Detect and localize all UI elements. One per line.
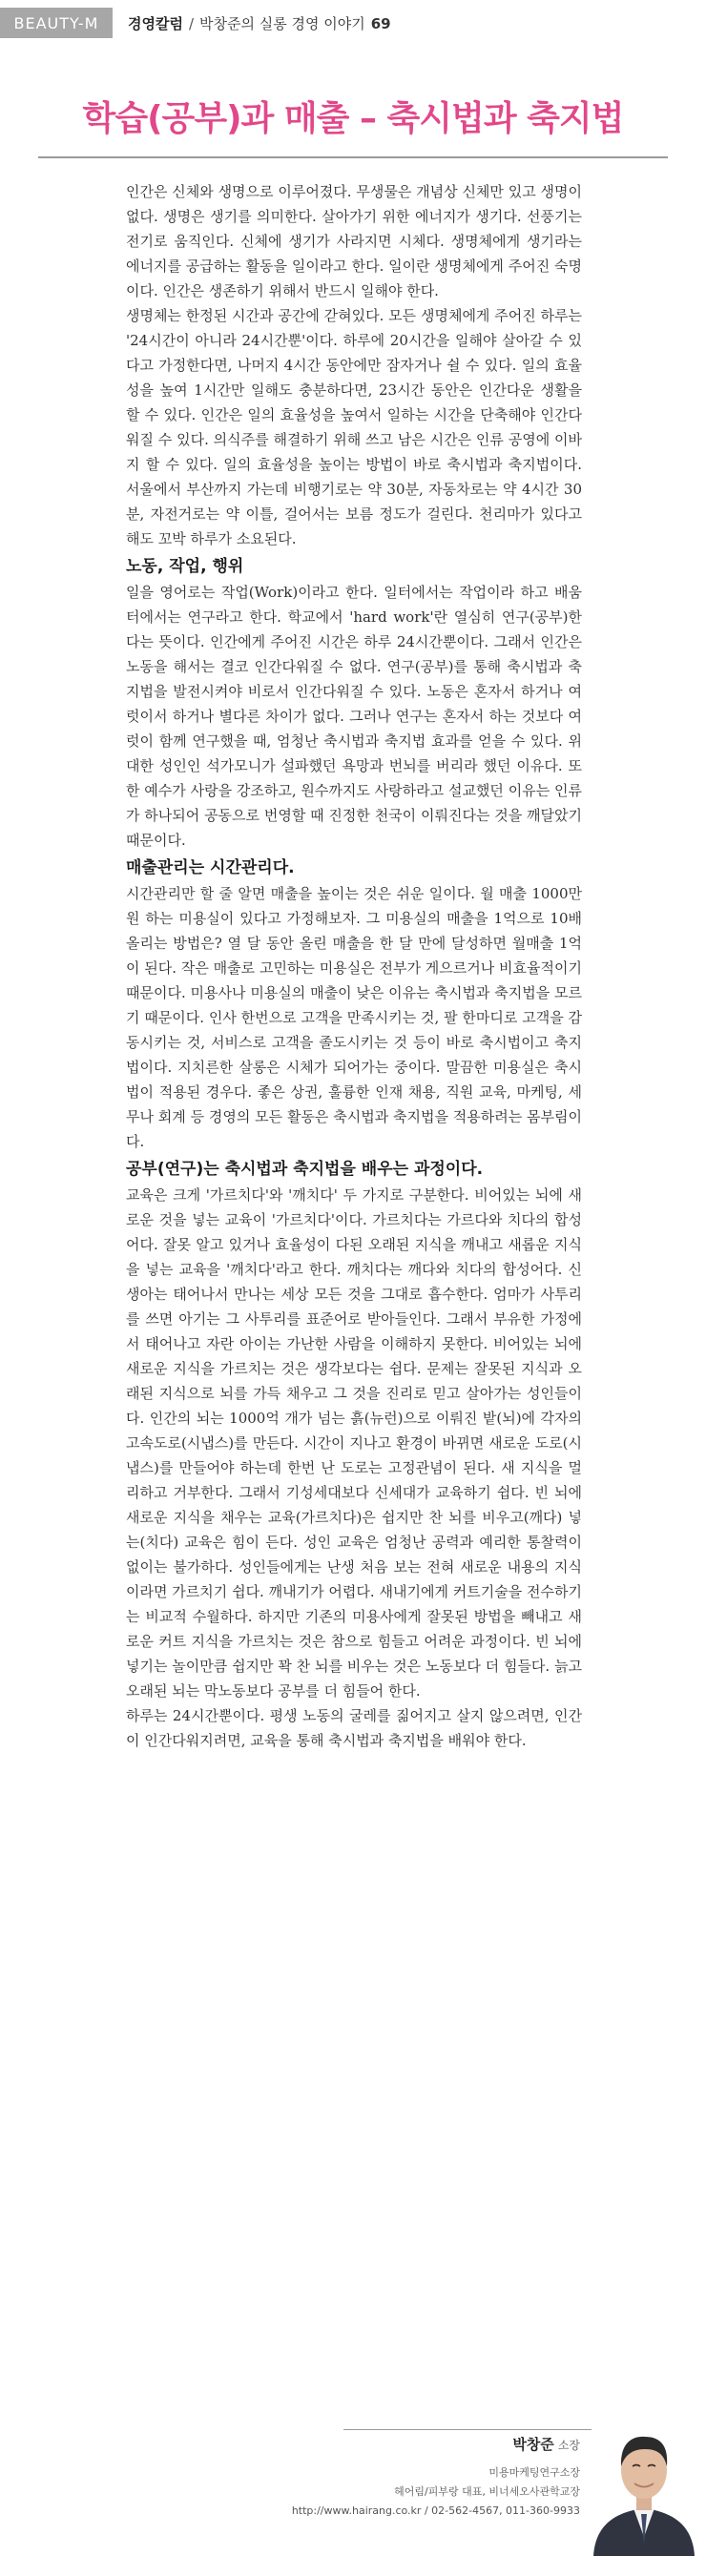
page-number: 69 — [370, 14, 391, 32]
breadcrumb — [128, 13, 391, 33]
section-tag: BEAUTY-M — [0, 8, 113, 38]
section-2-paragraph-1: 시간관리만 할 줄 알면 매출을 높이는 것은 쉬운 일이다. 월 매출 1000만원 하는 미용실이 있다고 가정해보자. 그 미용실의 매출을 1억으로 10배 올리는 방법은? 열 달 동안 올린 매출을 한 달 만에 달성하면 월매출 1억이 된다. 작은 매출로 고민하는 미용실은 전부가 게으르거나 비효율적이기 때문이다. 미용사나 미용실의 매출이 낮은 이유는 축시법과 축지법을 모르기 때문이다. 인사 한번으로 고객을 만족시키는 것, 팔 한마디로 고객을 감동시키는 것, 서비스로 고객을 졸도시키는 것 등이 바로 축시법이고 축지법이다. 지치른한 살롱은 시체가 되어가는 중이다. 말끔한 미용실은 축시법이 적용된 경우다. 좋은 상권, 훌륭한 인재 채용, 직원 교육, 마케팅, 세무나 회계 등 경영의 모든 활동은 축시법과 축지법을 적용하려는 몸부림이다. — [126, 885, 582, 1150]
breadcrumb-separator: / — [188, 14, 195, 32]
section-3-paragraph-1: 교육은 크게 '가르치다'와 '깨치다' 두 가지로 구분한다. 비어있는 뇌에 새로운 것을 넣는 교육이 '가르치다'이다. 가르치다는 가르다와 치다의 합성어다. 잘못 알고 있거나 효율성이 다된 오래된 지식을 깨내고 새롭운 지식을 넣는 교육을 '깨치다'라고 한다. 깨치다는 깨다와 치다의 합성어다. 신생아는 태어나서 만나는 세상 모든 것을 그대로 흡수한다. 엄마가 사투리를 쓰면 아기는 그 사투리를 표준어로 받아들인다. 그래서 부유한 가정에서 태어나고 자란 아이는 가난한 사람을 이해하지 못한다. 비어있는 뇌에 새로운 지식을 가르치는 것은 생각보다는 쉽다. 문제는 잘못된 지식과 오래된 지식으로 뇌를 가득 채우고 그 것을 진리로 믿고 살아가는 성인들이다. 인간의 뇌는 1000억 개가 넘는 흙(뉴런)으로 이뤄진 밭(뇌)에 각자의 고속도로(시냅스)를 만든다. 시간이 지나고 환경이 바뀌면 새로운 도로(시냅스)를 만들어야 하는데 한번 난 도로는 고정관념이 된다. 새 지식을 멀리하고 거부한다. 그래서 기성세대보다 신세대가 교육하기 쉽다. 빈 뇌에 새로운 지식을 채우는 교육(가르치다)은 쉽지만 찬 뇌를 비우고(깨다) 넣는(치다) 교육은 힘이 든다. 성인 교육은 엄청난 공력과 예리한 통찰력이 없이는 불가하다. 성인들에게는 난생 처음 보는 전혀 새로운 내용의 지식이라면 가르치기 쉽다. 깨내기가 어렵다. 새내기에게 커트기술을 전수하기는 비교적 수월하다. 하지만 기존의 미용사에게 잘못된 방법을 빼내고 새로운 커트 지식을 가르치는 것은 참으로 힘들고 어려운 과정이다. 빈 뇌에 넣기는 놀이만큼 쉽지만 꽉 찬 뇌를 비우는 것은 노동보다 더 힘들다. 늙고 오래된 뇌는 막노동보다 공부를 더 힘들어 한다. — [126, 1186, 582, 1700]
section-heading-3: 공부(연구)는 축시법과 축지법을 배우는 과정이다. — [126, 1160, 484, 1179]
section-heading-1: 노동, 작업, 행위 — [126, 557, 244, 576]
signature-divider — [343, 2429, 593, 2430]
author-titles: 헤어림/피부랑 대표, 비너세오사관학교장 — [394, 2485, 580, 2498]
author-role: 소장 — [557, 2439, 580, 2452]
author-affiliation: 미용마케팅연구소장 — [488, 2466, 580, 2479]
column-label: 경영칼럼 — [128, 14, 183, 32]
author-photo — [592, 2384, 696, 2556]
section-3-paragraph-2: 하루는 24시간뿐이다. 평생 노동의 굴레를 짊어지고 살지 않으려면, 인간이 인간다워지려면, 교육을 통해 축시법과 축지법을 배워야 한다. — [126, 1707, 582, 1749]
author-name: 박창준 — [512, 2436, 554, 2453]
series-label: 박창준의 실롱 경영 이야기 — [199, 14, 365, 32]
article-body — [126, 179, 582, 1753]
author-signature — [292, 2434, 580, 2521]
section-heading-2: 매출관리는 시간관리다. — [126, 858, 295, 877]
article-title: 학습(공부)과 매출 – 축시법과 축지법 — [82, 99, 624, 138]
intro-paragraph-1: 인간은 신체와 생명으로 이루어졌다. 무생물은 개념상 신체만 있고 생명이 없다. 생명은 생기를 의미한다. 살아가기 위한 에너지가 생기다. 선풍기는 전기로 움직인다. 신체에 생기가 사라지면 시체다. 생명체에게 생기라는 에너지를 공급하는 활동을 일이라고 한다. 일이란 생명체에게 주어진 숙명이다. 인간은 생존하기 위해서 반드시 일해야 한다. — [126, 183, 582, 299]
section-1-paragraph-1: 일을 영어로는 작업(Work)이라고 한다. 일터에서는 작업이라 하고 배움터에서는 연구라고 한다. 학교에서 'hard work'란 열심히 연구(공부)한다는 뜻이다. 인간에게 주어진 시간은 하루 24시간뿐이다. 그래서 인간은 노동을 해서는 결코 인간다워질 수 없다. 연구(공부)를 통해 축시법과 축지법을 발전시켜야 비로서 인간다워질 수 있다. 노동은 혼자서 하거나 여럿이서 하거나 별다른 차이가 없다. 그러나 연구는 혼자서 하는 것보다 여럿이 함께 연구했을 때, 엄청난 축시법과 축지법 효과를 얻을 수 있다. 위대한 성인인 석가모니가 설파했던 욕망과 번뇌를 버리라 했던 이유다. 또한 예수가 사랑을 강조하고, 원수까지도 사랑하라고 설교했던 이유는 인류가 하나되어 공동으로 번영할 때 진정한 천국이 이뤄진다는 것을 깨달았기 때문이다. — [126, 584, 582, 849]
author-contact: http://www.hairang.co.kr / 02-562-4567, 011-360-9933 — [291, 2504, 580, 2517]
intro-paragraph-2: 생명체는 한정된 시간과 공간에 갇혀있다. 모든 생명체에게 주어진 하루는 '24시간이 아니라 24시간뿐'이다. 하루에 20시간을 일해야 살아갈 수 있다고 가정한다면, 나머지 4시간 동안에만 잠자거나 쉴 수 있다. 일의 효율성을 높여 1시간만 일해도 충분하다면, 23시간 동안은 인간다운 생활을 할 수 있다. 인간은 일의 효율성을 높여서 일하는 시간을 단축해야 인간다워질 수 있다. 의식주를 해결하기 위해 쓰고 남은 시간은 인류 공영에 이바지 할 수 있다. 일의 효율성을 높이는 방법이 바로 축시법과 축지법이다. 서울에서 부산까지 가는데 비행기로는 약 30분, 자동차로는 약 4시간 30분, 자전거로는 약 이틀, 걸어서는 보름 정도가 걸린다. 천리마가 있다고 해도 꼬박 하루가 소요된다. — [126, 307, 582, 547]
author-name-line — [292, 2434, 580, 2454]
title-divider — [38, 156, 668, 158]
page-header — [0, 0, 706, 42]
